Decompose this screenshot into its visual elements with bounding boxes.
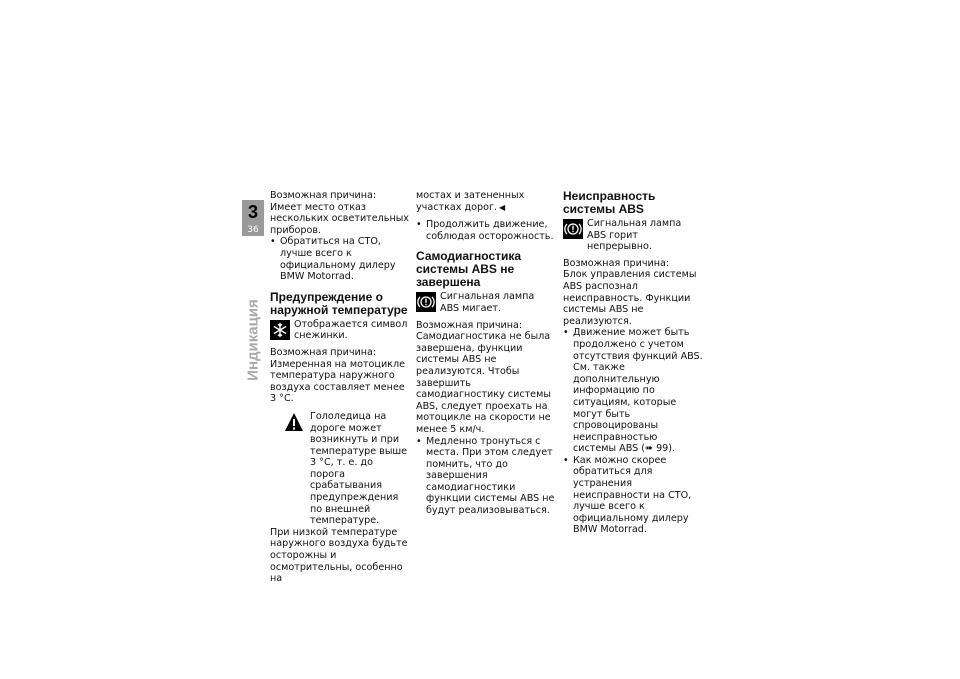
list-item: • Как можно скорее обратиться для устранения неисправности на СТО, лучше всего к официальному дилеру BMW Motorrad. <box>563 455 703 536</box>
warning-triangle-icon <box>284 412 304 432</box>
section-heading: Неисправность системы ABS <box>563 189 656 216</box>
frost-indicator-row <box>270 319 410 342</box>
abs-warning-lamp-icon <box>563 219 583 239</box>
paragraph: Измеренная на мотоцикле температура наружного воздуха составляет менее 3 °C. <box>270 358 406 405</box>
abs-warning-lamp-icon <box>416 292 436 312</box>
list-item: • Медленно тронуться с места. При этом следует помнить, что до завершения самодиагностики функции системы ABS не будут реализовываться. <box>416 436 556 517</box>
paragraph: Возможная причина: <box>563 257 670 269</box>
paragraph: Возможная причина: <box>270 346 377 358</box>
paragraph: При низкой температуре наружного воздуха будьте осторожны и осмотрительны, особенно на <box>270 526 408 585</box>
list-item: • Обратиться на СТО, лучше всего к официальному дилеру BMW Motorrad. <box>270 236 410 282</box>
paragraph: Блок управления системы ABS распознал неисправность. Функции системы ABS не реализуются. <box>563 269 697 327</box>
abs-indicator-text: Сигнальная лампа ABS горит непрерывно. <box>587 218 682 253</box>
column-3 <box>563 190 703 536</box>
paragraph-text: мостах и затененных участках дорог. <box>416 190 525 213</box>
warning-text: Гололедица на дороге может возникнуть и при температуре выше 3 °C, т. е. до порога срабатывания предупреждения по внешней температуре. <box>310 410 408 527</box>
bullet-list <box>416 436 556 517</box>
paragraph: Самодиагностика не была завершена, функции системы ABS не реализуются. Чтобы завершить самодиагностику системы ABS, следует проехать на мотоцикле на скорости не менее 5 км/ч. <box>416 331 551 435</box>
abs-indicator-text: Сигнальная лампа ABS мигает. <box>440 291 535 314</box>
paragraph: Имеет место отказ нескольких осветительных приборов. <box>270 201 409 236</box>
chapter-title-text: Индикация <box>244 299 262 381</box>
paragraph: Возможная причина: <box>416 319 523 331</box>
section-end-mark: ◀ <box>499 202 506 212</box>
abs-indicator-row <box>563 218 703 253</box>
frost-text: Отображается символ снежинки. <box>294 318 408 342</box>
paragraph <box>416 190 556 213</box>
snowflake-icon <box>270 320 290 340</box>
bullet-list <box>563 327 703 536</box>
section-heading: Самодиагностика системы ABS не завершена <box>416 249 522 290</box>
chapter-number: 3 <box>247 202 258 222</box>
section-heading: Предупреждение о наружной температуре <box>270 289 408 317</box>
abs-indicator-row <box>416 291 556 314</box>
list-item: • Движение может быть продолжено с учетом отсутствия функций ABS. См. также дополнительную информацию по ситуациям, которые могут быть спровоцированы неисправностью системы ABS (➠ 99). <box>563 327 703 455</box>
warning-note <box>270 411 410 527</box>
column-1 <box>270 190 410 585</box>
chapter-marker <box>242 200 264 236</box>
list-item: • Продолжить движение, соблюдая осторожность. <box>416 219 556 242</box>
bullet-list <box>416 219 556 242</box>
paragraph: Возможная причина: <box>270 190 377 201</box>
bullet-list <box>270 236 410 282</box>
page-number: 36 <box>247 225 259 235</box>
chapter-title <box>241 299 265 381</box>
column-2 <box>416 190 556 517</box>
